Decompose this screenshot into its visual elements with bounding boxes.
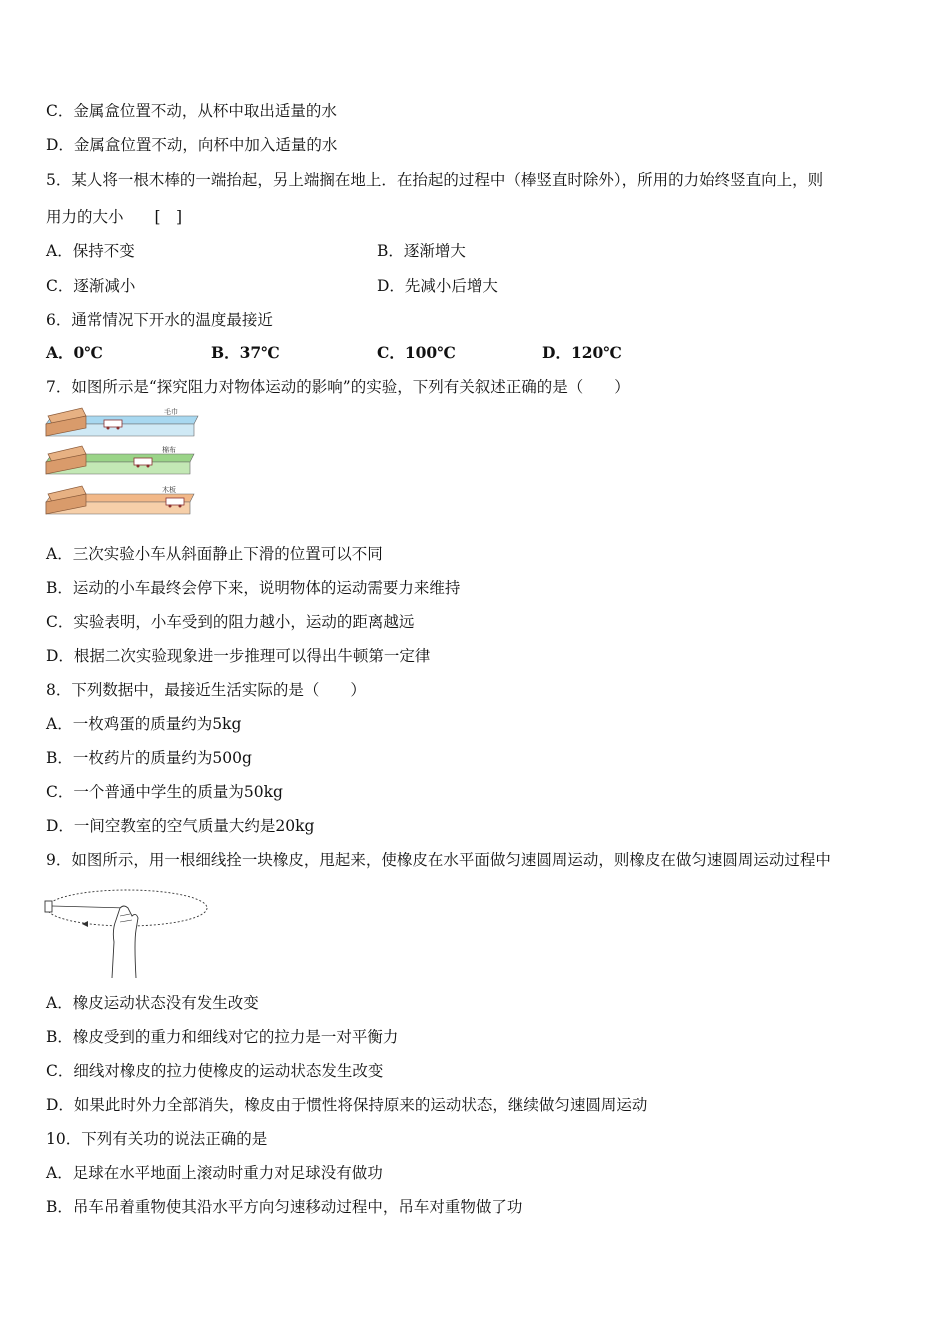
q10-stem: 10．下列有关功的说法正确的是	[46, 1130, 268, 1148]
q5-stem: 5．某人将一根木棒的一端抬起，另上端搁在地上．在抬起的过程中（棒竖直时除外），所用的力始终竖直向上，则	[46, 171, 824, 189]
q6-stem: 6．通常情况下开水的温度最接近	[46, 311, 273, 329]
ramp-towel	[46, 407, 198, 436]
surface-label-cotton: 棉布	[162, 446, 176, 454]
surface-label-towel: 毛巾	[164, 408, 178, 416]
q9-stem: 9．如图所示，用一根细线拴一块橡皮，甩起来，使橡皮在水平面做匀速圆周运动，则橡皮在做匀速圆周运动过程中	[46, 851, 831, 869]
q8-option-b: B．一枚药片的质量约为500g	[46, 749, 252, 767]
q6-option-c: C．100℃	[377, 343, 456, 362]
q5-option-a: A．保持不变	[46, 242, 135, 260]
q6-option-b: B．37℃	[211, 343, 280, 362]
q5-option-b: B．逐渐增大	[377, 242, 466, 260]
q9-option-d: D．如果此时外力全部消失，橡皮由于惯性将保持原来的运动状态，继续做匀速圆周运动	[46, 1096, 648, 1114]
q10-option-a: A．足球在水平地面上滚动时重力对足球没有做功	[46, 1164, 383, 1182]
q9-option-b: B．橡皮受到的重力和细线对它的拉力是一对平衡力	[46, 1028, 399, 1046]
q4-option-d: D．金属盒位置不动，向杯中加入适量的水	[46, 136, 338, 154]
q8-option-a: A．一枚鸡蛋的质量约为5kg	[46, 715, 242, 733]
q10-option-b: B．吊车吊着重物使其沿水平方向匀速移动过程中，吊车对重物做了功	[46, 1198, 523, 1216]
q8-stem: 8．下列数据中，最接近生活实际的是（ ）	[46, 681, 366, 699]
q8-option-c: C．一个普通中学生的质量为50kg	[46, 783, 283, 801]
q7-option-c: C．实验表明，小车受到的阻力越小，运动的距离越远	[46, 613, 415, 631]
q9-option-c: C．细线对橡皮的拉力使橡皮的运动状态发生改变	[46, 1062, 384, 1080]
q9-option-a: A．橡皮运动状态没有发生改变	[46, 994, 259, 1012]
q7-option-a: A．三次实验小车从斜面静止下滑的位置可以不同	[46, 545, 383, 563]
q5-stem-cont: 用力的大小 [ ]	[46, 208, 183, 226]
q7-stem: 7．如图所示是“探究阻力对物体运动的影响”的实验，下列有关叙述正确的是（ ）	[46, 378, 630, 396]
q7-option-d: D．根据二次实验现象进一步推理可以得出牛顿第一定律	[46, 647, 431, 665]
q5-option-d: D．先减小后增大	[377, 277, 498, 295]
q4-option-c: C．金属盒位置不动，从杯中取出适量的水	[46, 102, 337, 120]
q6-option-d: D．120℃	[542, 343, 622, 362]
q8-option-d: D．一间空教室的空气质量大约是20kg	[46, 817, 315, 835]
ramp-cotton	[46, 445, 194, 474]
ramp-wood	[46, 485, 194, 514]
q5-option-c: C．逐渐减小	[46, 277, 136, 295]
q9-figure	[42, 886, 212, 978]
q7-option-b: B．运动的小车最终会停下来，说明物体的运动需要力来维持	[46, 579, 461, 597]
q6-option-a: A．0℃	[46, 343, 103, 362]
q7-figure	[44, 406, 204, 522]
surface-label-wood: 木板	[162, 486, 176, 494]
